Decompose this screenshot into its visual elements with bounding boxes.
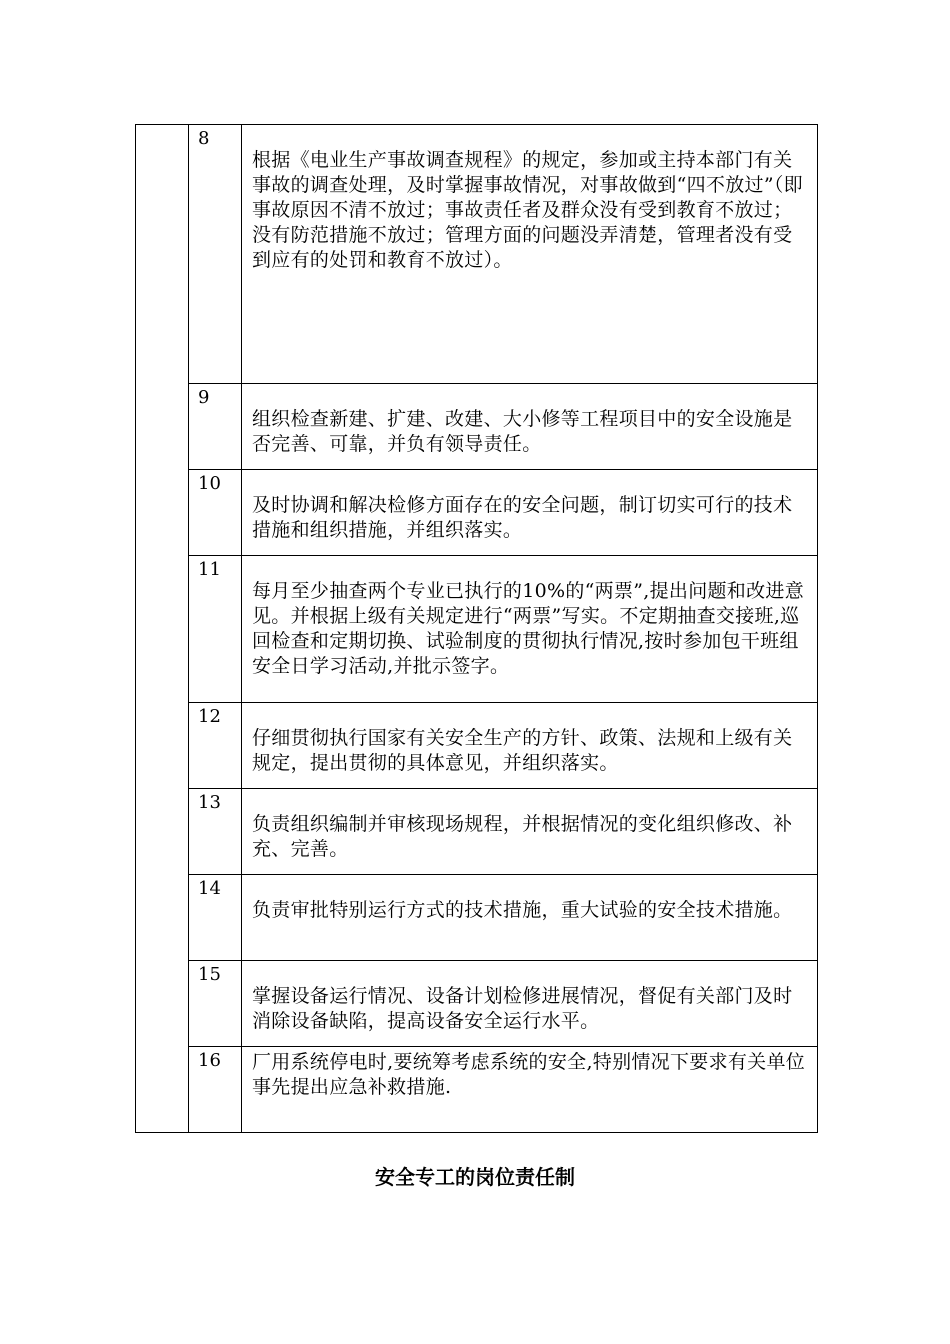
item-number: 12 (189, 703, 242, 789)
item-number: 13 (189, 789, 242, 875)
table-row (136, 125, 818, 384)
item-number: 14 (189, 875, 242, 961)
item-text: 每月至少抽查两个专业已执行的10%的“两票”,提出问题和改进意见。并根据上级有关规定进行“两票”写实。不定期抽查交接班,巡回检查和定期切换、试验制度的贯彻执行情况,按时参加包干班组安全日学习活动,并批示签字。 (242, 556, 818, 703)
item-text: 负责组织编制并审核现场规程，并根据情况的变化组织修改、补充、完善。 (242, 789, 818, 875)
table-row (136, 384, 818, 470)
table-row (136, 556, 818, 703)
table-row (136, 875, 818, 961)
table-row (136, 961, 818, 1047)
item-text: 及时协调和解决检修方面存在的安全问题，制订切实可行的技术措施和组织措施，并组织落实。 (242, 470, 818, 556)
item-number: 15 (189, 961, 242, 1047)
category-cell (136, 125, 189, 1133)
item-text: 根据《电业生产事故调查规程》的规定，参加或主持本部门有关事故的调查处理，及时掌握事故情况，对事故做到“四不放过”（即事故原因不清不放过；事故责任者及群众没有受到教育不放过；没有防范措施不放过；管理方面的问题没弄清楚，管理者没有受到应有的处罚和教育不放过）。 (242, 125, 818, 384)
item-text: 负责审批特别运行方式的技术措施，重大试验的安全技术措施。 (242, 875, 818, 961)
item-number: 11 (189, 556, 242, 703)
table-row (136, 703, 818, 789)
item-number: 8 (189, 125, 242, 384)
table-row (136, 1047, 818, 1133)
item-text: 掌握设备运行情况、设备计划检修进展情况，督促有关部门及时消除设备缺陷，提高设备安全运行水平。 (242, 961, 818, 1047)
item-number: 10 (189, 470, 242, 556)
item-text: 厂用系统停电时,要统筹考虑系统的安全,特别情况下要求有关单位事先提出应急补救措施. (242, 1047, 818, 1133)
table-row (136, 789, 818, 875)
responsibility-table (135, 124, 818, 1133)
table-row (136, 470, 818, 556)
section-title: 安全专工的岗位责任制 (375, 1165, 575, 1189)
item-text: 仔细贯彻执行国家有关安全生产的方针、政策、法规和上级有关规定，提出贯彻的具体意见，并组织落实。 (242, 703, 818, 789)
item-number: 16 (189, 1047, 242, 1133)
item-text: 组织检查新建、扩建、改建、大小修等工程项目中的安全设施是否完善、可靠，并负有领导责任。 (242, 384, 818, 470)
item-number: 9 (189, 384, 242, 470)
